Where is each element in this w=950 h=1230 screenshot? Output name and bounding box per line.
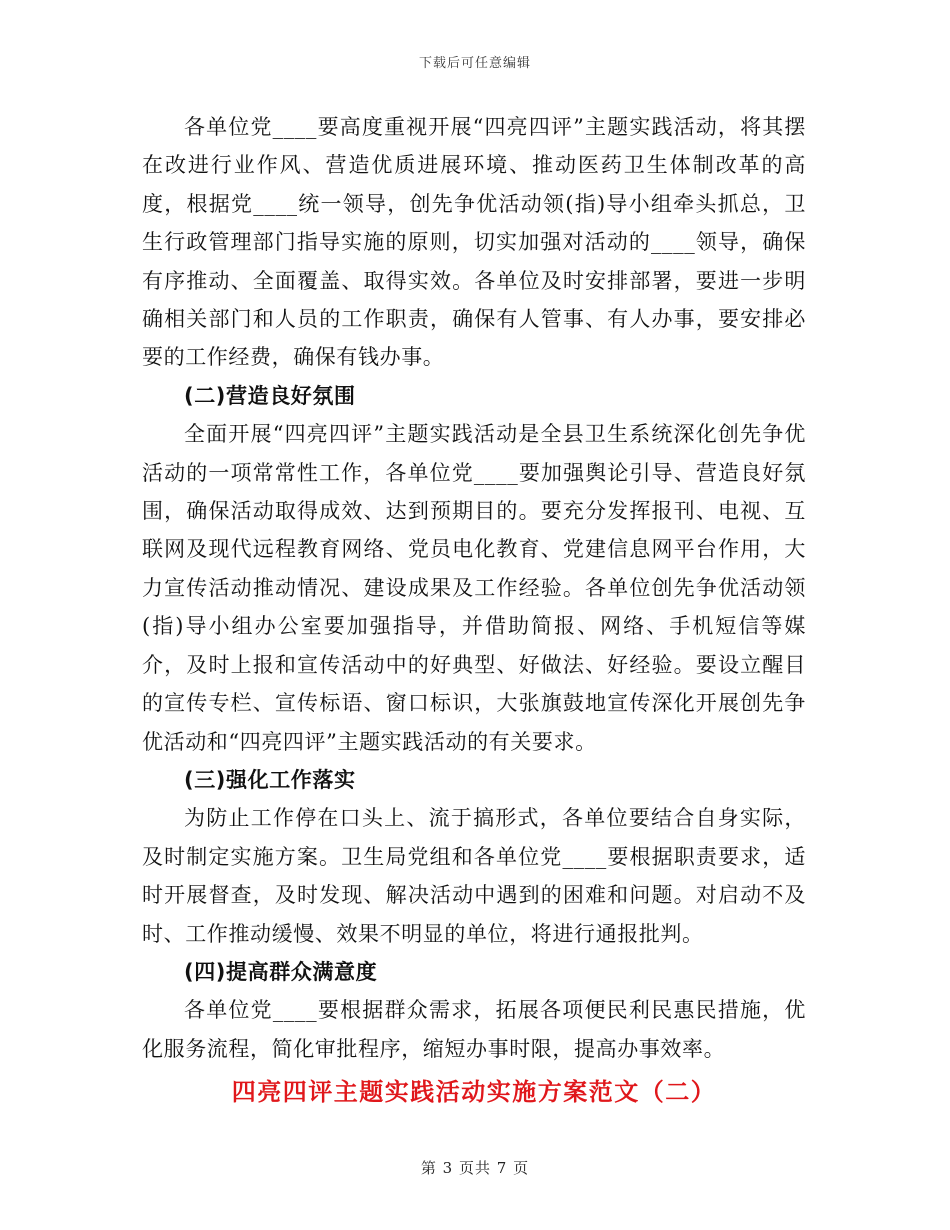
subheading-implementation: (三)强化工作落实 <box>184 767 356 792</box>
subheading-satisfaction: (四)提高群众满意度 <box>184 959 378 984</box>
paragraph-implementation: 为防止工作停在口头上、流于搞形式，各单位要结合自身实际，及时制定实施方案。卫生局党组和各单位党____要根据职责要求，适时开展督查，及时发现、解决活动中遇到的困难和问题。对启动不及时、工作推动缓慢、效果不明显的单位，将进行通报批判。 <box>142 806 806 946</box>
document-body <box>142 108 806 1112</box>
header-note: 下载后可任意编辑 <box>418 56 531 71</box>
paragraph-satisfaction: 各单位党____要根据群众需求，拓展各项便民利民惠民措施，优化服务流程，简化审批程序，缩短办事时限，提高办事效率。 <box>142 998 806 1061</box>
subheading-atmosphere: (二)营造良好氛围 <box>184 383 356 408</box>
paragraph-atmosphere: 全面开展“四亮四评”主题实践活动是全县卫生系统深化创先争优活动的一项常常性工作，各单位党____要加强舆论引导、营造良好氛围，确保活动取得成效、达到预期目的。要充分发挥报刊、电视、互联网及现代远程教育网络、党员电化教育、党建信息网平台作用，大力宣传活动推动情况、建设成果及工作经验。各单位创先争优活动领(指)导小组办公室要加强指导，并借助简报、网络、手机短信等媒介，及时上报和宣传活动中的好典型、好做法、好经验。要设立醒目的宣传专栏、宣传标语、窗口标识，大张旗鼓地宣传深化开展创先争优活动和“四亮四评”主题实践活动的有关要求。 <box>142 422 806 754</box>
paragraph-leadership: 各单位党____要高度重视开展“四亮四评”主题实践活动，将其摆在改进行业作风、营造优质进展环境、推动医药卫生体制改革的高度，根据党____统一领导，创先争优活动领(指)导小组牵头抓总，卫生行政管理部门指导实施的原则，切实加强对活动的____领导，确保有序推动、全面覆盖、取得实效。各单位及时安排部署，要进一步明确相关部门和人员的工作职责，确保有人管事、有人办事，要安排必要的工作经费，确保有钱办事。 <box>142 115 806 370</box>
section-title: 四亮四评主题实践活动实施方案范文（二） <box>231 1077 717 1107</box>
page-footer: 第 3 页共 7 页 <box>420 1159 530 1177</box>
